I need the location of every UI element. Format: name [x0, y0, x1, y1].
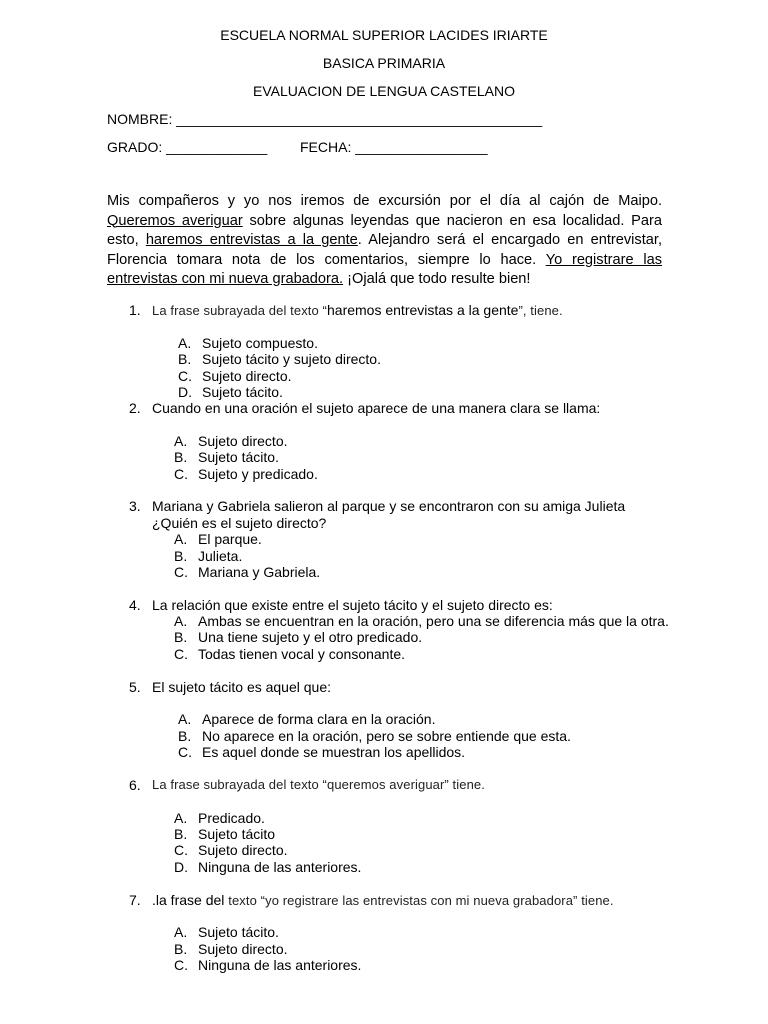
question-number: 6. — [129, 777, 141, 793]
option-2c[interactable]: C. Sujeto y predicado. — [174, 466, 318, 482]
question-number: 5. — [129, 679, 141, 695]
option-5a[interactable]: A. Aparece de forma clara en la oración. — [178, 711, 436, 727]
option-4b[interactable]: B. Una tiene sujeto y el otro predicado. — [174, 629, 423, 645]
option-2a[interactable]: A. Sujeto directo. — [174, 433, 288, 449]
question-number: 1. — [129, 302, 141, 318]
question-text: La frase subrayada del texto “queremos averiguar” tiene. — [152, 777, 485, 792]
passage-text: Mis compañeros y yo nos iremos de excursión por el día al cajón de Maipo. — [107, 193, 662, 209]
passage-text: sobre algunas leyendas que nacieron en esa localidad. Para esto, — [107, 212, 662, 248]
school-level: BASICA PRIMARIA — [322, 55, 446, 71]
option-6a[interactable]: A. Predicado. — [174, 810, 265, 826]
exam-title: EVALUACION DE LENGUA CASTELANO — [253, 83, 515, 99]
grado-field[interactable]: GRADO: _____________ — [107, 139, 268, 155]
option-3a[interactable]: A. El parque. — [174, 531, 262, 547]
question-text: La frase subrayada del texto “haremos entrevistas a la gente”, tiene. — [152, 302, 563, 318]
fecha-field[interactable]: FECHA: _________________ — [300, 139, 488, 155]
question-text: Mariana y Gabriela salieron al parque y se encontraron con su amiga Julieta ¿Quién es el sujeto directo? — [152, 498, 626, 531]
option-7b[interactable]: B. Sujeto directo. — [174, 941, 288, 957]
option-1a[interactable]: A. Sujeto compuesto. — [178, 335, 318, 351]
option-4c[interactable]: C. Todas tienen vocal y consonante. — [174, 646, 406, 662]
school-name: ESCUELA NORMAL SUPERIOR LACIDES IRIARTE — [220, 27, 548, 43]
nombre-field[interactable]: NOMBRE: _______________________________________________ — [107, 111, 543, 127]
underlined-phrase-1: Queremos averiguar — [107, 212, 243, 229]
option-6b[interactable]: B. Sujeto tácito — [174, 826, 276, 842]
option-2b[interactable]: B. Sujeto tácito. — [174, 449, 279, 465]
option-6d[interactable]: D. Ninguna de las anteriores. — [174, 859, 362, 875]
option-5c[interactable]: C. Es aquel donde se muestran los apellidos. — [178, 744, 466, 760]
passage-text: ¡Ojalá que todo resulte bien! — [343, 271, 531, 287]
question-number: 2. — [129, 400, 141, 416]
underlined-phrase-3: Yo registrare las entrevistas con mi nueva grabadora. — [107, 251, 663, 287]
option-6c[interactable]: C. Sujeto directo. — [174, 842, 288, 858]
underlined-phrase-2: haremos entrevistas a la gente — [145, 232, 358, 248]
option-3c[interactable]: C. Mariana y Gabriela. — [174, 564, 321, 580]
option-4a[interactable]: A. Ambas se encuentran en la oración, pero una se diferencia más que la otra. — [174, 613, 669, 629]
question-text: El sujeto tácito es aquel que: — [152, 679, 332, 695]
passage-text: . Alejandro será el encargado en entrevistar, Florencia tomara nota de los comentarios, siempre lo hace. — [107, 232, 662, 268]
question-text: La relación que existe entre el sujeto tácito y el sujeto directo es: — [152, 597, 553, 613]
question-text: Cuando en una oración el sujeto aparece de una manera clara se llama: — [152, 400, 601, 416]
question-text: .la frase del texto “yo registrare las entrevistas con mi nueva grabadora” tiene. — [152, 892, 614, 908]
option-1b[interactable]: B. Sujeto tácito y sujeto directo. — [178, 351, 381, 367]
option-7c[interactable]: C. Ninguna de las anteriores. — [174, 957, 362, 973]
option-7a[interactable]: A. Sujeto tácito. — [174, 924, 279, 940]
option-1d[interactable]: D. Sujeto tácito. — [178, 384, 283, 400]
question-number: 3. — [129, 498, 141, 514]
option-1c[interactable]: C. Sujeto directo. — [178, 368, 292, 384]
question-number: 7. — [129, 892, 141, 908]
option-3b[interactable]: B. Julieta. — [174, 548, 243, 564]
question-number: 4. — [129, 597, 141, 613]
option-5b[interactable]: B. No aparece en la oración, pero se sobre entiende que esta. — [178, 728, 571, 744]
reading-passage — [107, 192, 662, 290]
